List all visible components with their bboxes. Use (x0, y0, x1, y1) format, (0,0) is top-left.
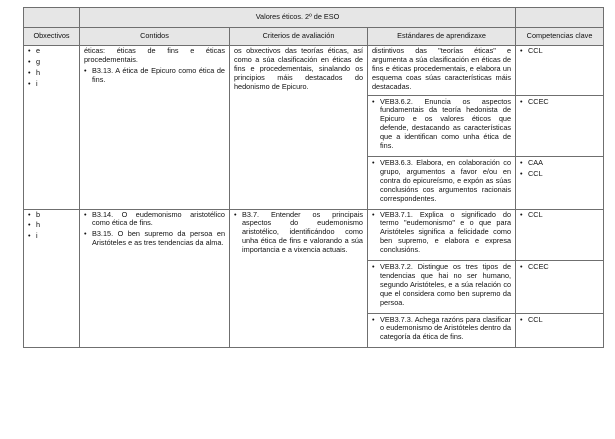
objective-item: • h (28, 221, 75, 230)
competence-cell (516, 261, 604, 314)
competence-cell-list (520, 211, 599, 220)
objective-item: • i (28, 232, 75, 241)
competence-cell-list (520, 316, 599, 325)
standard-cell (368, 313, 516, 348)
competence-cell (516, 209, 604, 261)
standard-list (372, 98, 511, 151)
competence-item: • CAA (520, 159, 599, 168)
criteria-text: os obxectivos das teorías éticas, así como a súa clasificación en éticas de fins e procedementais, sinalando os principios máis destacados do hedonismo de Epicuro. (234, 46, 363, 91)
competence-cell (516, 313, 604, 348)
standard-list (372, 263, 511, 308)
standard-text: • VEB3.6.3. Elabora, en colaboración co grupo, argumentos a favor e/ou en contra do epicureísmo, e expón as súas conclusións cos argumentos racionais correspondentes. (372, 159, 511, 204)
competence-cell (516, 156, 604, 209)
content-item: éticas: éticas de fins e éticas procedementais. (84, 46, 225, 64)
objectives-cell (24, 209, 80, 348)
competence-item: • CCL (520, 316, 599, 325)
standard-cell (368, 209, 516, 261)
standard-list (372, 211, 511, 256)
objective-item: • g (28, 58, 75, 67)
objectives-cell (24, 46, 80, 210)
competence-cell-list (520, 263, 599, 272)
competence-item: • CCEC (520, 263, 599, 272)
objective-item: • b (28, 211, 75, 220)
standard-cell (368, 46, 516, 96)
criteria-cell (230, 209, 368, 348)
criteria-list (234, 211, 363, 256)
objective-item: • i (28, 80, 75, 89)
criteria-cell (230, 46, 368, 210)
table-body (24, 46, 604, 348)
blank-header-cell (516, 8, 604, 28)
standard-text: • VEB3.6.2. Enuncia os aspectos fundamentais da teoría hedonista de Epicuro e os valores éticos que defende, destacando as características que a identifican como unha ética de fins. (372, 98, 511, 151)
objectives-cell-list (28, 211, 75, 242)
table-row (24, 209, 604, 261)
standard-text: • VEB3.7.2. Distingue os tres tipos de tendencias que hai no ser humano, segundo Aristóteles, e a súa relación co que el considera como ben supremo da persoa. (372, 263, 511, 308)
standard-cell (368, 261, 516, 314)
header-objectives: Obxectivos (24, 28, 80, 46)
competence-cell-list (520, 159, 599, 179)
competence-cell-list (520, 47, 599, 56)
curriculum-table-container (23, 7, 603, 348)
objectives-cell-list (28, 47, 75, 89)
competence-cell (516, 46, 604, 96)
standard-cell (368, 95, 516, 156)
content-item: • B3.15. O ben supremo da persoa en Aristóteles e as tres tendencias da alma. (84, 230, 225, 248)
competence-item: • CCL (520, 47, 599, 56)
blank-header-cell (24, 8, 80, 28)
content-item: • B3.14. O eudemonismo aristotélico como ética de fins. (84, 211, 225, 229)
standard-cell (368, 156, 516, 209)
objective-item: • e (28, 47, 75, 56)
competence-item: • CCEC (520, 98, 599, 107)
standard-list (372, 159, 511, 204)
header-contents: Contidos (80, 28, 230, 46)
standard-text: • VEB3.7.3. Achega razóns para clasificar o eudemonismo de Aristóteles dentro da categoría da ética de fins. (372, 316, 511, 343)
standard-list (372, 316, 511, 343)
competence-item: • CCL (520, 211, 599, 220)
contents-cell-list (84, 211, 225, 249)
table-title: Valores éticos. 2º de ESO (80, 8, 516, 28)
contents-cell-list (84, 47, 225, 85)
contents-cell (80, 209, 230, 348)
header-criteria: Criterios de avaliación (230, 28, 368, 46)
header-competences: Competencias clave (516, 28, 604, 46)
content-item: • B3.13. A ética de Epicuro como ética de fins. (84, 67, 225, 85)
competence-cell (516, 95, 604, 156)
criteria-text: • B3.7. Entender os principais aspectos do eudemonismo aristotélico, identificándoo como unha ética de fins e valorando a súa importancia e a vixencia actuais. (234, 211, 363, 256)
objective-item: • h (28, 69, 75, 78)
competence-cell-list (520, 98, 599, 107)
contents-cell (80, 46, 230, 210)
curriculum-table (23, 7, 604, 348)
table-row (24, 46, 604, 96)
standard-text: • VEB3.7.1. Explica o significado do termo "eudemonismo" e o que para Aristóteles significa a felicidade como ben supremo, e elabora e expresa conclusións. (372, 211, 511, 256)
competence-item: • CCL (520, 170, 599, 179)
header-standards: Estándares de aprendizaxe (368, 28, 516, 46)
standard-text: distintivos das "teorías éticas" e argumenta a súa clasificación en éticas de fins e éticas procedementais, e elabora un esquema coas súas características máis destacadas. (372, 46, 512, 91)
